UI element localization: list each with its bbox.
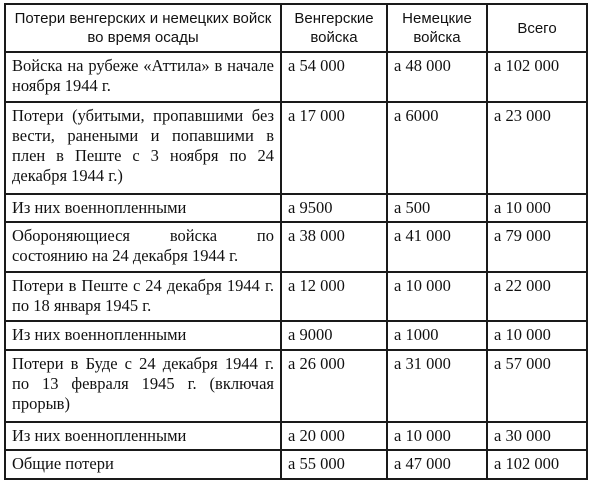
cell-total: а 30 000 [487,422,587,451]
header-german-troops: Немецкие войска [387,4,487,52]
cell-german: а 48 000 [387,52,487,102]
row-label: Потери в Буде с 24 декабря 1944 г. по 13 февраля 1945 г. (включая прорыв) [5,350,281,422]
cell-total: а 22 000 [487,272,587,322]
losses-table [4,3,588,480]
cell-german: а 10 000 [387,272,487,322]
row-label: Потери в Пеште с 24 декабря 1944 г. по 18 января 1945 г. [5,272,281,322]
row-label: Обороняющиеся войска по состоянию на 24 декабря 1944 г. [5,222,281,272]
cell-hungarian: а 12 000 [281,272,387,322]
row-label: Из них военнопленными [5,422,281,451]
document-page [4,3,586,480]
cell-hungarian: а 26 000 [281,350,387,422]
row-label: Общие потери [5,450,281,479]
cell-total: а 79 000 [487,222,587,272]
cell-total: а 57 000 [487,350,587,422]
cell-hungarian: а 9000 [281,321,387,350]
cell-total: а 10 000 [487,321,587,350]
header-total: Всего [487,4,587,52]
cell-german: а 47 000 [387,450,487,479]
table-row [5,194,587,223]
cell-hungarian: а 20 000 [281,422,387,451]
row-label: Из них военнопленными [5,321,281,350]
table-row [5,52,587,102]
cell-german: а 41 000 [387,222,487,272]
table-row [5,222,587,272]
row-label: Войска на рубеже «Аттила» в начале ноября 1944 г. [5,52,281,102]
cell-german: а 1000 [387,321,487,350]
cell-total: а 23 000 [487,102,587,194]
cell-german: а 31 000 [387,350,487,422]
table-row [5,350,587,422]
cell-german: а 500 [387,194,487,223]
table-row [5,102,587,194]
cell-hungarian: а 38 000 [281,222,387,272]
cell-total: а 102 000 [487,52,587,102]
header-hungarian-troops: Венгерские войска [281,4,387,52]
table-row [5,450,587,479]
table-row [5,272,587,322]
table-row [5,422,587,451]
cell-hungarian: а 9500 [281,194,387,223]
row-label: Из них военнопленными [5,194,281,223]
table-row [5,321,587,350]
cell-hungarian: а 55 000 [281,450,387,479]
cell-hungarian: а 54 000 [281,52,387,102]
cell-german: а 6000 [387,102,487,194]
table-header-row [5,4,587,52]
cell-german: а 10 000 [387,422,487,451]
header-losses: Потери венгерских и немецких войск во время осады [5,4,281,52]
row-label: Потери (убитыми, пропавшими без вести, ранеными и попавшими в плен в Пеште с 3 ноября по 24 декабря 1944 г.) [5,102,281,194]
cell-total: а 10 000 [487,194,587,223]
cell-hungarian: а 17 000 [281,102,387,194]
cell-total: а 102 000 [487,450,587,479]
